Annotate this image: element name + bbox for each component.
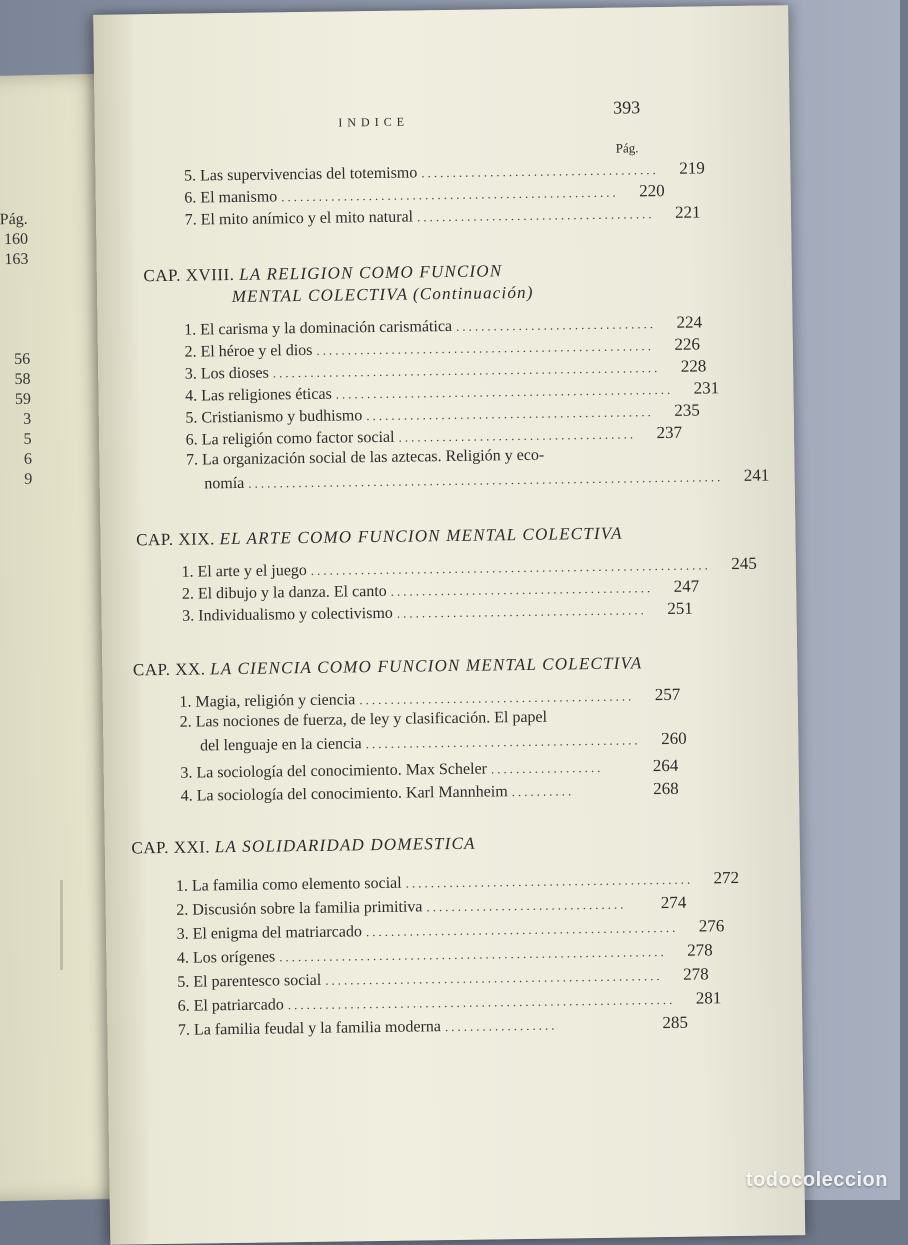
entry-title: 2. Discusión sobre la familia primitiva	[176, 898, 423, 919]
dot-leader: ..............................................	[366, 404, 654, 424]
left-fragment: 160	[3, 230, 29, 249]
chapter-title-line2: MENTAL COLECTIVA	[231, 284, 409, 307]
entry-title: 2. El héroe y el dios	[184, 341, 313, 361]
entry-title: 6. La religión como factor social	[185, 428, 395, 449]
chapter-title: LA SOLIDARIDAD DOMESTICA	[214, 833, 476, 857]
dot-leader: ............................................................................	[248, 469, 724, 491]
dot-leader: ..................	[444, 1017, 558, 1035]
dot-leader: ......................................................	[316, 338, 655, 358]
entry-title: 7. La familia feudal y la familia moderna	[177, 1018, 442, 1039]
entry-page: 260	[661, 728, 687, 749]
entry-title: 5. Cristianismo y budhismo	[185, 407, 363, 427]
chapter-label: CAP. XX.	[132, 659, 206, 680]
dot-leader: ................................................................	[310, 557, 711, 578]
dot-leader: ..............................................................	[287, 991, 676, 1013]
chapter-heading	[143, 261, 502, 286]
entry-page: 278	[686, 940, 713, 960]
entry-title: nomía	[204, 474, 245, 493]
entry-title: 5. El parentesco social	[177, 971, 322, 991]
toc-entry	[177, 988, 722, 1016]
entry-page: 251	[667, 598, 693, 618]
left-fragment: 56	[14, 350, 31, 369]
left-fragment: 3	[23, 410, 32, 428]
entry-page: 228	[680, 356, 707, 376]
entry-page: 237	[656, 422, 683, 443]
entry-page: 281	[695, 988, 722, 1008]
watermark-logo: todocoleccion	[745, 1169, 888, 1191]
entry-page: 220	[639, 180, 665, 201]
toc-entry	[199, 728, 687, 756]
entry-title: 1. El arte y el juego	[181, 561, 307, 581]
page-number: 393	[613, 97, 641, 118]
chapter-title: EL ARTE COMO FUNCION MENTAL COLECTIVA	[219, 523, 623, 549]
dot-leader: ................................	[455, 316, 657, 334]
entry-title: 3. Individualismo y colectivismo	[182, 604, 393, 625]
chapter-title-suffix: (Continuación)	[412, 282, 534, 304]
toc-entry	[176, 940, 713, 968]
entry-page: 257	[654, 684, 681, 705]
dot-leader: ............................................	[359, 688, 635, 708]
dot-leader: ........................................	[396, 602, 647, 621]
entry-page: 235	[674, 400, 700, 420]
entry-page: 268	[653, 778, 679, 799]
chapter-label: CAP. XXI.	[131, 837, 211, 858]
dot-leader: ..........	[511, 783, 575, 800]
left-fragment: 163	[4, 250, 29, 269]
entry-title: 7. El mito anímico y el mito natural	[184, 208, 414, 229]
chapter-title: LA CIENCIA COMO FUNCION MENTAL COLECTIVA	[210, 653, 643, 679]
entry-page: 285	[662, 1012, 689, 1033]
entry-page: 272	[713, 867, 740, 888]
dot-leader: ................................	[426, 896, 627, 915]
entry-title: 4. La sociología del conocimiento. Karl Mannheim	[180, 783, 508, 805]
toc-entry-line1: 7. La organización social de las aztecas. Religión y eco-	[185, 446, 545, 469]
entry-title: 6. El manismo	[184, 188, 278, 207]
left-fragment: Pág.	[0, 210, 28, 229]
entry-page: 219	[679, 158, 705, 178]
toc-entry	[182, 598, 693, 626]
entry-page: 221	[674, 202, 701, 222]
chapter-heading	[133, 653, 643, 680]
entry-page: 278	[683, 964, 709, 984]
dot-leader: ..................................................	[365, 919, 679, 940]
chapter-label: CAP. XVIII.	[143, 264, 235, 286]
chapter-heading-continued	[232, 283, 534, 307]
chapter-heading	[131, 834, 475, 859]
entry-title: 3. El enigma del matriarcado	[176, 923, 363, 943]
pag-column-label: Pág.	[615, 140, 639, 156]
left-fragment: 6	[23, 450, 33, 468]
toc-entry	[179, 684, 681, 712]
entry-title: 6. El patriarcado	[177, 996, 284, 1015]
dot-leader: ......................................	[421, 162, 659, 181]
entry-title: 1. La familia como elemento social	[175, 874, 402, 895]
dot-leader: ......................................................	[281, 184, 619, 205]
left-fragment: 59	[14, 390, 32, 409]
running-head: INDICE	[338, 114, 410, 130]
toc-entry-line1: 2. Las nociones de fuerza, de ley y clasificación. El papel	[179, 708, 548, 731]
toc-entry	[175, 867, 740, 896]
entry-page: 241	[743, 465, 770, 485]
toc-entry	[180, 756, 678, 783]
dot-leader: ............................................	[365, 732, 641, 752]
toc-entry	[176, 893, 686, 920]
toc-entry	[176, 916, 725, 944]
entry-title: 2. El dibujo y la danza. El canto	[181, 582, 387, 603]
dot-leader: ..............................................	[405, 871, 694, 891]
dot-leader: ..........................................	[390, 580, 654, 599]
entry-page: 231	[693, 378, 720, 398]
entry-page: 226	[674, 334, 701, 354]
entry-title: 3. Los dioses	[184, 364, 269, 383]
entry-page: 276	[698, 916, 725, 936]
chapter-heading	[136, 524, 623, 551]
toc-entry	[185, 422, 683, 450]
dot-leader: ..............................................................	[272, 360, 661, 381]
dot-leader: ......................................	[398, 426, 637, 445]
entry-page: 247	[673, 576, 700, 596]
dot-leader: ..............................................................	[279, 944, 667, 965]
left-fragment: 58	[14, 370, 31, 389]
dot-leader: ......................................	[416, 206, 655, 225]
entry-page: 264	[652, 755, 679, 776]
toc-entry	[184, 202, 701, 230]
entry-page: 245	[731, 553, 757, 574]
toc-entry	[178, 1013, 688, 1040]
toc-entry	[177, 964, 709, 992]
entry-title: 4. Los orígenes	[176, 948, 276, 967]
entry-title: 1. El carisma y la dominación carismática	[184, 317, 453, 339]
entry-title: 3. La sociología del conocimiento. Max Scheler	[180, 760, 488, 782]
dot-leader: ......................................................	[335, 381, 674, 402]
chapter-label: CAP. XIX.	[135, 529, 215, 550]
left-fragment: 5	[23, 430, 32, 448]
entry-title: del lenguaje en la ciencia	[199, 735, 362, 755]
entry-page: 224	[676, 312, 703, 332]
entry-title: 5. Las supervivencias del totemismo	[183, 164, 418, 185]
toc-entry	[181, 779, 679, 806]
dot-leader: ......................................................	[325, 968, 663, 988]
toc-entry	[204, 465, 770, 494]
dot-leader: ..................	[490, 759, 604, 777]
entry-page: 274	[660, 892, 687, 913]
entry-title: 1. Magia, religión y ciencia	[179, 691, 356, 711]
chapter-title: LA RELIGION COMO FUNCION	[239, 261, 503, 284]
entry-title: 4. Las religiones éticas	[185, 385, 332, 405]
left-fragment: 9	[24, 470, 33, 488]
